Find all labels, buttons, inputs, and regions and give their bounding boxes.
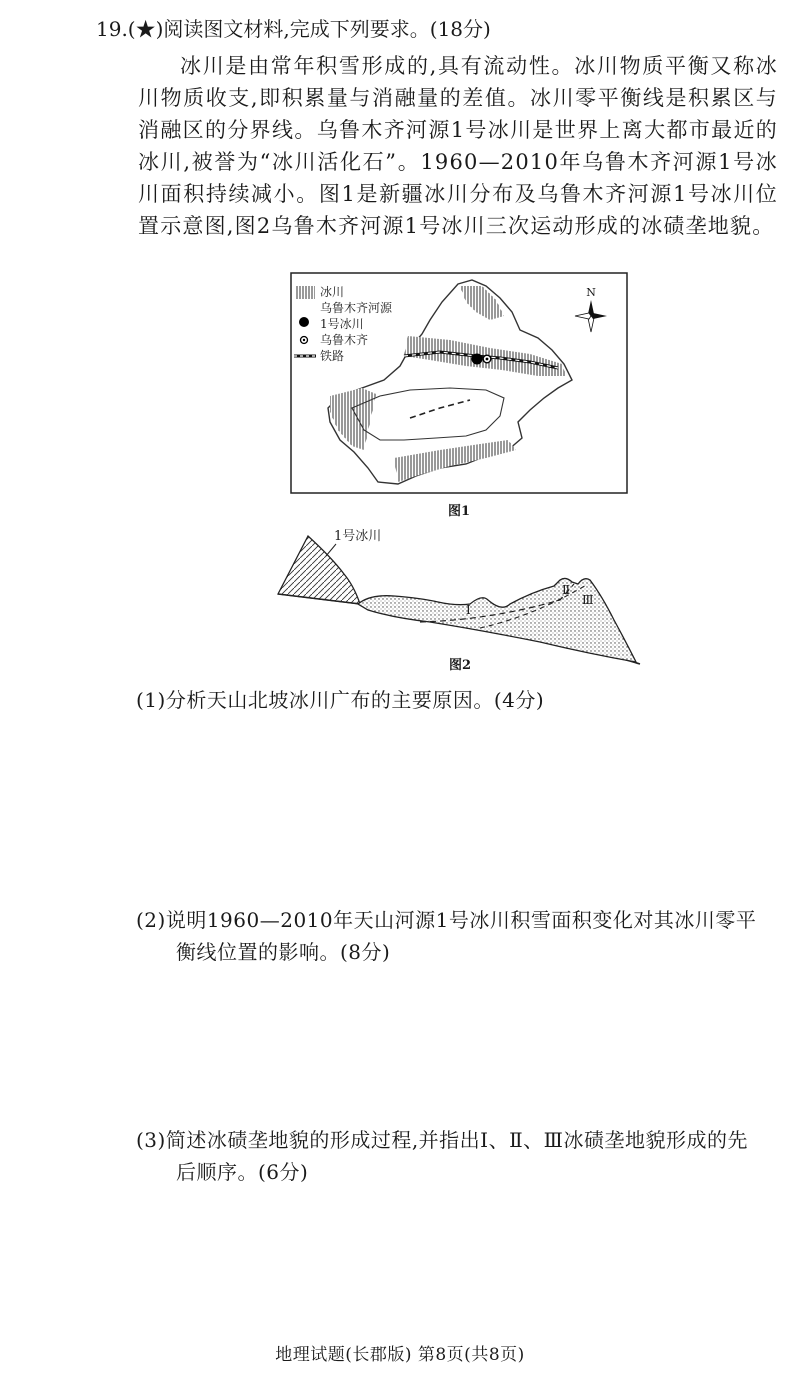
subquestion-2: [136, 904, 796, 968]
page-footer: 地理试题(长郡版) 第8页(共8页): [275, 1345, 525, 1365]
legend-railway: 铁路: [320, 349, 345, 363]
subquestion-3-line2: 后顺序。(6分): [176, 1160, 309, 1184]
subquestion-2-line1: (2)说明1960—2010年天山河源1号冰川积雪面积变化对其冰川零平: [136, 908, 757, 932]
subquestion-1: [136, 684, 796, 716]
moraine-label-ii: Ⅱ: [562, 583, 571, 597]
figure2-moraine: [270, 522, 650, 670]
legend-river-source-dot: [299, 317, 309, 327]
moraine-label-i: Ⅰ: [466, 603, 471, 617]
figure1-map: [290, 272, 628, 494]
glacier-label: 1号冰川: [334, 529, 382, 544]
question-header: 19.(★)阅读图文材料,完成下列要求。(18分): [96, 17, 491, 41]
glacier-label-leader: [326, 544, 336, 556]
figure2-caption: 图2: [448, 658, 472, 673]
subquestion-3: [136, 1124, 796, 1188]
legend-glacier-no1: 1号冰川: [320, 317, 364, 331]
question-intro: 冰川是由常年积雪形成的,具有流动性。冰川物质平衡又称冰川物质收支,即积累量与消融量的差值。冰川零平衡线是积累区与消融区的分界线。乌鲁木齐河源1号冰川是世界上离大都市最近的冰川,被誉为“冰川活化石”。1960—2010年乌鲁木齐河源1号冰川面积持续减小。图1是新疆冰川分布及乌鲁木齐河源1号冰川位置示意图,图2乌鲁木齐河源1号冰川三次运动形成的冰碛垄地貌。: [138, 54, 778, 238]
legend-river-source: 乌鲁木齐河源: [320, 301, 393, 315]
legend-glacier: 冰川: [320, 285, 345, 299]
glacier-wedge: [278, 536, 360, 604]
river-source-marker: [472, 354, 483, 365]
subquestion-3-line1: (3)简述冰碛垄地貌的形成过程,并指出Ⅰ、Ⅱ、Ⅲ冰碛垄地貌形成的先: [136, 1128, 748, 1152]
figure1-caption: 图1: [447, 504, 471, 519]
moraine-ridges: [358, 578, 636, 662]
subquestion-1-text: (1)分析天山北坡冰川广布的主要原因。(4分): [136, 688, 545, 712]
legend-urumqi: 乌鲁木齐: [320, 333, 369, 347]
subquestion-2-line2: 衡线位置的影响。(8分): [176, 940, 391, 964]
legend-glacier-swatch: [295, 286, 315, 299]
moraine-label-iii: Ⅲ: [582, 593, 594, 607]
compass-n: N: [586, 286, 596, 299]
